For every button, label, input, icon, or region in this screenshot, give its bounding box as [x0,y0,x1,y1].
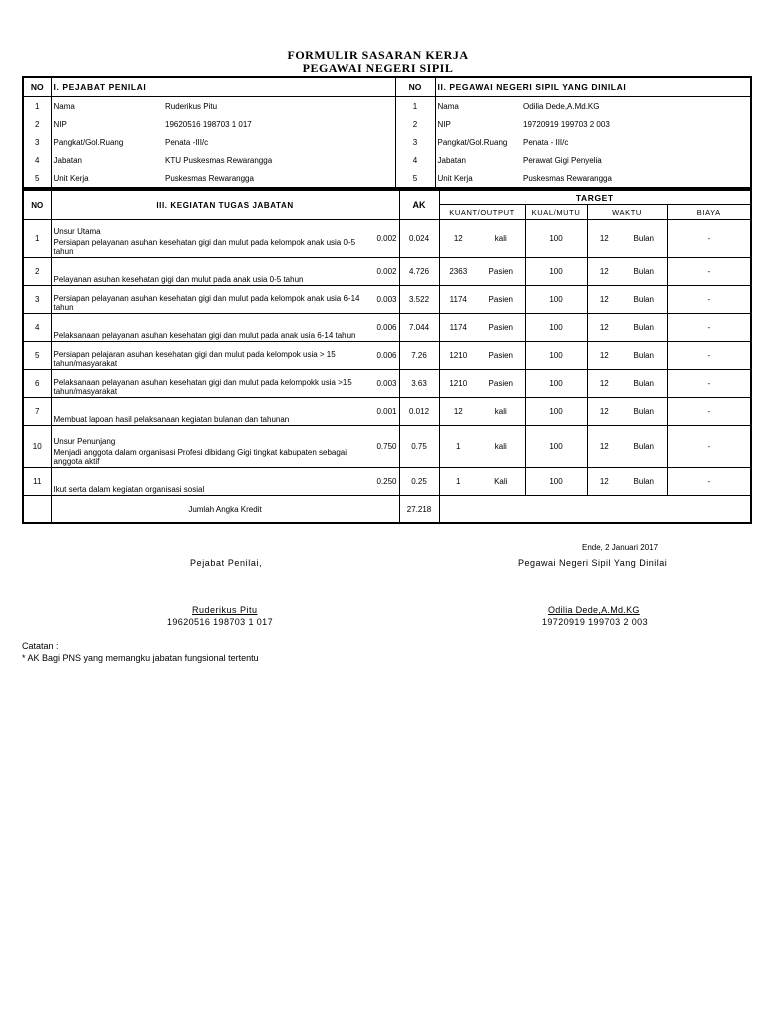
left-signature-name: Ruderikus Pitu [192,605,258,615]
activity-coefficient: 0.002 [371,220,399,258]
row-no: 3 [395,133,435,151]
section-two-no-header: NO [395,77,435,97]
group-label: Unsur Penunjang [53,437,116,446]
activity-description: Ikut serta dalam kegiatan organisasi sosial [51,468,371,496]
activity-description [51,220,371,258]
target-quality: 100 [525,314,587,342]
target-time: 12 [587,370,621,398]
target-unit: Pasien [477,370,525,398]
activity-coefficient: 0.003 [371,286,399,314]
activity-no: 7 [23,398,51,426]
activities-header-row [23,190,751,205]
activity-coefficient: 0.001 [371,398,399,426]
field-value: 19720919 199703 2 003 [521,115,751,133]
target-quality: 100 [525,342,587,370]
target-header: TARGET [439,190,751,205]
activity-text: Menjadi anggota dalam organisasi Profesi dibidang Gigi tingkat kabupaten sebagai anggota aktif [53,448,348,466]
field-label: Unit Kerja [437,173,473,183]
field-value: Puskesmas Rewarangga [521,169,751,188]
activities-table [22,189,752,524]
row-no: 5 [395,169,435,188]
activity-row [23,220,751,258]
activity-row [23,468,751,496]
activity-no: 6 [23,370,51,398]
activity-no: 11 [23,468,51,496]
left-signature-nip: 19620516 198703 1 017 [167,617,273,627]
target-quality: 100 [525,370,587,398]
field-label: NIP [53,119,67,129]
target-time: 12 [587,314,621,342]
target-quality: 100 [525,286,587,314]
activity-no: 3 [23,286,51,314]
activity-ak: 0.024 [399,220,439,258]
target-quality: 100 [525,220,587,258]
activity-description: Membuat lapoan hasil pelaksanaan kegiatan bulanan dan tahunan [51,398,371,426]
row-no: 5 [23,169,51,188]
row-no: 1 [23,97,51,116]
field-label: Nama [53,101,75,111]
row-no: 2 [395,115,435,133]
biaya-header: BIAYA [667,205,751,220]
field-value: KTU Puskesmas Rewarangga [163,151,395,169]
target-time: 12 [587,468,621,496]
activity-ak: 0.75 [399,426,439,468]
activity-description: Pelaksanaan pelayanan asuhan kesehatan gigi dan mulut pada kelompokk usia >15 tahun/masyarakat [51,370,371,398]
kuant-header: KUANT/OUTPUT [439,205,525,220]
target-cost: - [667,468,751,496]
field-label: Pangkat/Gol.Ruang [437,137,508,147]
target-quantity: 1210 [439,370,477,398]
field-value: Perawat Gigi Penyelia [521,151,751,169]
target-time-unit: Bulan [621,314,667,342]
ak-header: AK [399,190,439,220]
group-label: Unsur Utama [53,227,101,236]
field-value: Penata -III/c [163,133,395,151]
target-quantity: 1174 [439,314,477,342]
officials-row [23,169,751,188]
target-cost: - [667,286,751,314]
target-quality: 100 [525,258,587,286]
row-no: 4 [23,151,51,169]
target-quantity: 1 [439,426,477,468]
target-quality: 100 [525,426,587,468]
notes-label: Catatan : [22,641,59,651]
activity-coefficient: 0.006 [371,314,399,342]
activity-ak: 4.726 [399,258,439,286]
target-unit: kali [477,220,525,258]
target-quality: 100 [525,468,587,496]
target-time-unit: Bulan [621,426,667,468]
field-value: 19620516 198703 1 017 [163,115,395,133]
target-quality: 100 [525,398,587,426]
officials-header-row [23,77,751,97]
target-time-unit: Bulan [621,370,667,398]
field-label: NIP [437,119,451,129]
total-value: 27.218 [399,496,439,524]
field-value: Odilia Dede,A.Md.KG [521,97,751,116]
target-quantity: 1174 [439,286,477,314]
activity-no: 4 [23,314,51,342]
row-no: 3 [23,133,51,151]
target-time: 12 [587,398,621,426]
target-time-unit: Bulan [621,398,667,426]
activity-ak: 3.63 [399,370,439,398]
target-quantity: 12 [439,220,477,258]
target-cost: - [667,398,751,426]
target-cost: - [667,370,751,398]
section-two-header: II. PEGAWAI NEGERI SIPIL YANG DINILAI [435,77,751,97]
activity-no: 2 [23,258,51,286]
kual-header: KUAL/MUTU [525,205,587,220]
form-title: FORMULIR SASARAN KERJA [287,48,469,62]
waktu-header: WAKTU [587,205,667,220]
activity-description [51,426,371,468]
activity-description: Persiapan pelayanan asuhan kesehatan gigi dan mulut pada kelompok anak usia 6-14 tahun [51,286,371,314]
target-time: 12 [587,286,621,314]
officials-row [23,151,751,169]
field-label: Nama [437,101,459,111]
activity-description: Pelayanan asuhan kesehatan gigi dan mulut pada anak usia 0-5 tahun [51,258,371,286]
officials-row [23,97,751,116]
right-signature-nip: 19720919 199703 2 003 [542,617,648,627]
field-value: Puskesmas Rewarangga [163,169,395,188]
section-one-header: I. PEJABAT PENILAI [51,77,395,97]
notes-text: * AK Bagi PNS yang memangku jabatan fungsional tertentu [22,653,259,663]
officials-row [23,133,751,151]
total-row [23,496,751,524]
activity-coefficient: 0.002 [371,258,399,286]
activity-no: 10 [23,426,51,468]
target-time: 12 [587,426,621,468]
activities-body-penunjang [23,426,751,496]
field-label: Pangkat/Gol.Ruang [53,137,124,147]
target-time: 12 [587,258,621,286]
target-quantity: 12 [439,398,477,426]
total-empty-cell [23,496,51,524]
target-quantity: 1 [439,468,477,496]
right-signature-role: Pegawai Negeri Sipil Yang Dinilai [518,558,668,568]
row-no: 2 [23,115,51,133]
section-one-no-header: NO [23,77,51,97]
activity-ak: 3.522 [399,286,439,314]
target-unit: Pasien [477,314,525,342]
officials-row [23,115,751,133]
target-unit: Pasien [477,258,525,286]
target-cost: - [667,258,751,286]
target-cost: - [667,220,751,258]
activity-row [23,258,751,286]
officials-table [22,76,752,189]
activity-ak: 7.044 [399,314,439,342]
field-value: Penata - III/c [521,133,751,151]
target-time-unit: Bulan [621,286,667,314]
activity-coefficient: 0.003 [371,370,399,398]
field-label: Jabatan [53,155,82,165]
activity-row [23,370,751,398]
target-time-unit: Bulan [621,468,667,496]
activity-coefficient: 0.250 [371,468,399,496]
target-unit: Pasien [477,342,525,370]
activities-header: III. KEGIATAN TUGAS JABATAN [51,190,399,220]
target-cost: - [667,342,751,370]
target-time-unit: Bulan [621,342,667,370]
activity-text: Persiapan pelayanan asuhan kesehatan gigi dan mulut pada kelompok anak usia 0-5 tahun [53,238,356,256]
activity-no: 5 [23,342,51,370]
activity-ak: 0.012 [399,398,439,426]
activity-coefficient: 0.750 [371,426,399,468]
target-time-unit: Bulan [621,258,667,286]
activity-description: Persiapan pelajaran asuhan kesehatan gigi dan mulut pada kelompok usia > 15 tahun/masyarakat [51,342,371,370]
target-time: 12 [587,342,621,370]
right-signature-name: Odilia Dede,A.Md.KG [548,605,640,615]
target-time: 12 [587,220,621,258]
target-unit: kali [477,398,525,426]
target-quantity: 1210 [439,342,477,370]
activity-row [23,286,751,314]
left-signature-role: Pejabat Penilai, [190,558,263,568]
target-time-unit: Bulan [621,220,667,258]
activities-body-utama [23,220,751,426]
form-subtitle: PEGAWAI NEGERI SIPIL [302,61,454,75]
field-label: Jabatan [437,155,466,165]
target-cost: - [667,314,751,342]
signature-date: Ende, 2 Januari 2017 [582,543,659,552]
activity-row [23,398,751,426]
total-label: Jumlah Angka Kredit [51,496,399,524]
activity-row [23,314,751,342]
activity-description: Pelaksanaan pelayanan asuhan kesehatan gigi dan mulut pada anak usia 6-14 tahun [51,314,371,342]
activity-ak: 0.25 [399,468,439,496]
target-unit: Kali [477,468,525,496]
activity-coefficient: 0.006 [371,342,399,370]
row-no: 4 [395,151,435,169]
field-value: Ruderikus Pitu [163,97,395,116]
row-no: 1 [395,97,435,116]
activity-row [23,426,751,468]
target-cost: - [667,426,751,468]
target-unit: kali [477,426,525,468]
activity-ak: 7.26 [399,342,439,370]
target-unit: Pasien [477,286,525,314]
total-target-empty [439,496,751,524]
activities-no-header: NO [23,190,51,220]
activity-no: 1 [23,220,51,258]
field-label: Unit Kerja [53,173,89,183]
target-quantity: 2363 [439,258,477,286]
activity-row [23,342,751,370]
